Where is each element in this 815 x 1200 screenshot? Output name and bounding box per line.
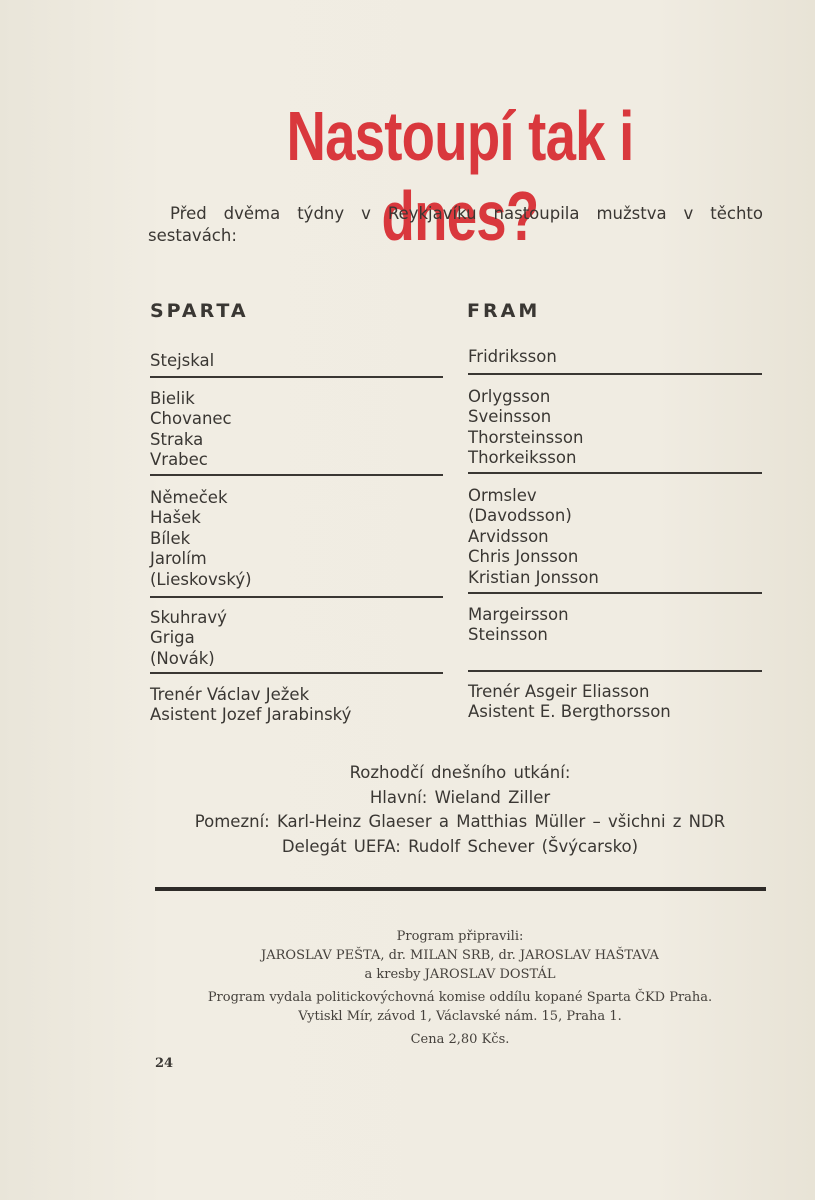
player-name: Skuhravý	[150, 608, 227, 627]
credits-publisher: Program vydala politickovýchovná komise oddílu kopané Sparta ČKD Praha.	[207, 990, 713, 1005]
player-name: (Lieskovský)	[150, 569, 252, 589]
player-group	[150, 608, 227, 669]
player-name: Griga	[150, 628, 195, 648]
staff-name: Trenér Václav Ježek	[150, 685, 310, 704]
headline: Nastoupí tak i dnes?	[286, 97, 634, 255]
credits-printer: Vytiskl Mír, závod 1, Václavské nám. 15, Praha 1.	[298, 1009, 622, 1024]
player-name: Vrabec	[150, 450, 208, 470]
officials-heading: Rozhodčí dnešního utkání:	[349, 763, 571, 782]
player-name: Stejskal	[150, 351, 215, 370]
staff-name: Asistent E. Bergthorsson	[468, 702, 671, 722]
group-divider	[150, 672, 443, 674]
player-group	[468, 486, 599, 588]
credits-authors: JAROSLAV PEŠTA, dr. MILAN SRB, dr. JAROSLAV HAŠTAVA	[261, 948, 659, 963]
group-divider	[150, 376, 443, 378]
group-divider	[468, 670, 762, 672]
group-divider	[150, 596, 443, 598]
player-name: Margeirsson	[468, 605, 569, 624]
divider	[155, 887, 766, 891]
uefa-delegate: Delegát UEFA: Rudolf Schever (Švýcarsko)	[281, 836, 639, 856]
player-name: Jarolím	[150, 549, 207, 569]
player-name: Bielik	[150, 389, 195, 408]
group-divider	[468, 592, 762, 594]
player-name: (Novák)	[150, 648, 215, 668]
player-name: Arvidsson	[468, 526, 549, 546]
player-name: Straka	[150, 429, 204, 449]
player-name: Thorkeiksson	[468, 448, 577, 468]
group-divider	[150, 474, 443, 476]
player-name: Bílek	[150, 528, 191, 548]
group-divider	[468, 373, 762, 375]
player-name: Kristian Jonsson	[468, 567, 599, 587]
player-name: Thorsteinsson	[468, 427, 584, 447]
officials	[140, 761, 780, 859]
player-name: Orlygsson	[468, 387, 551, 406]
player-name: Chovanec	[150, 409, 232, 429]
player-name: Němeček	[150, 488, 228, 507]
staff-name: Asistent Jozef Jarabinský	[150, 705, 352, 725]
intro-paragraph: Před dvěma týdny v Reykjavíku nastoupila mužstva v těchto sestavách:	[148, 204, 763, 245]
player-name: Chris Jonsson	[468, 547, 579, 567]
player-group	[150, 351, 214, 371]
staff-group	[468, 682, 671, 723]
credits	[140, 927, 780, 1049]
player-name: Sveinsson	[468, 407, 552, 427]
player-group	[468, 605, 569, 646]
player-name: Ormslev	[468, 486, 537, 505]
player-name: (Davodsson)	[468, 506, 572, 526]
page-number: 24	[155, 1056, 174, 1071]
player-group	[150, 488, 252, 590]
staff-group	[150, 685, 351, 726]
team-heading-fram: FRAM	[467, 300, 541, 322]
staff-name: Trenér Asgeir Eliasson	[468, 682, 650, 701]
referee: Hlavní: Wieland Ziller	[369, 787, 551, 807]
credits-illustrator: a kresby JAROSLAV DOSTÁL	[364, 967, 556, 982]
player-name: Steinsson	[468, 625, 548, 645]
team-heading-sparta: SPARTA	[150, 300, 249, 322]
player-group	[468, 347, 557, 367]
player-group	[468, 387, 583, 469]
price: Cena 2,80 Kčs.	[410, 1032, 510, 1047]
linesmen: Pomezní: Karl-Heinz Glaeser a Matthias Müller – všichni z NDR	[194, 812, 726, 831]
credits-heading: Program připravili:	[396, 929, 524, 944]
player-group	[150, 389, 232, 471]
player-name: Hašek	[150, 508, 201, 528]
group-divider	[468, 472, 762, 474]
player-name: Fridriksson	[468, 347, 557, 366]
